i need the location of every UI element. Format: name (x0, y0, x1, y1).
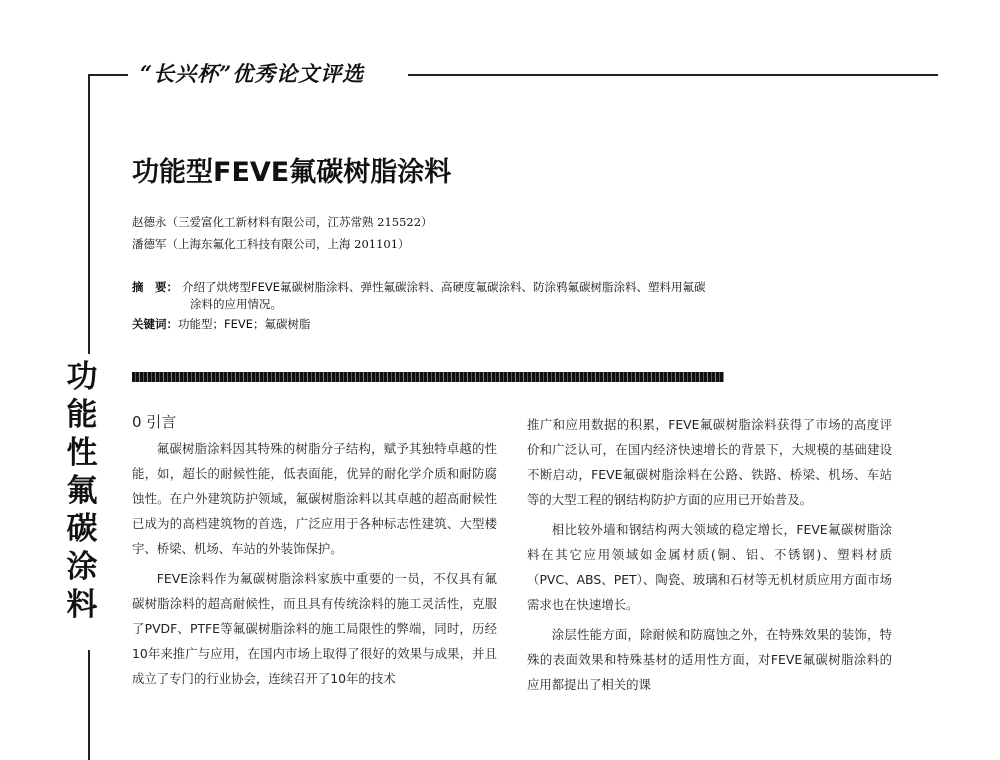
abstract-text: 介绍了烘烤型FEVE氟碳树脂涂料、弹性氟碳涂料、高硬度氟碳涂料、防涂鸦氟碳树脂涂料、塑料用氟碳 (182, 280, 706, 294)
body-paragraph: 氟碳树脂涂料因其特殊的树脂分子结构，赋予其独特卓越的性能，如，超长的耐候性能，低表面能，优异的耐化学介质和耐防腐蚀性。在户外建筑防护领域，氟碳树脂涂料以其卓越的超高耐候性已成为的高档建筑物的首选，广泛应用于各种标志性建筑、大型楼宇、桥梁、机场、车站的外装饰保护。 (132, 441, 497, 556)
body-column-left (132, 410, 497, 696)
abstract (132, 279, 832, 313)
side-vertical-title (64, 358, 100, 624)
side-title-char: 料 (66, 587, 98, 623)
keywords (132, 316, 832, 332)
keywords-label: 关键词： (132, 317, 178, 331)
body-paragraph: 相比较外墙和钢结构两大领域的稳定增长，FEVE氟碳树脂涂料在其它应用领域如金属材质(铜、铝、不锈钢)、塑料材质（PVC、ABS、PET）、陶瓷、玻璃和石材等无机材质应用方面市场需求也在快速增长。 (527, 522, 892, 612)
abstract-label: 摘 要： (132, 280, 178, 294)
author-line: 赵德永（三爱富化工新材料有限公司，江苏常熟 215522） (132, 215, 433, 229)
series-title: “长兴杯”优秀论文评选 (140, 61, 365, 86)
header-rule-right (408, 74, 938, 76)
abstract-text-continued: 涂料的应用情况。 (190, 297, 282, 311)
header-rule-left (88, 74, 128, 76)
body-column-right (527, 412, 892, 702)
side-title-char: 性 (66, 435, 98, 471)
side-title-char: 功 (66, 359, 98, 395)
keywords-text: 功能型；FEVE；氟碳树脂 (178, 317, 311, 331)
article-title: 功能型FEVE氟碳树脂涂料 (132, 157, 452, 188)
decorative-divider-bar (132, 372, 724, 382)
body-paragraph: 推广和应用数据的积累，FEVE氟碳树脂涂料获得了市场的高度评价和广泛认可，在国内经济快速增长的背景下，大规模的基础建设不断启动，FEVE氟碳树脂涂料在公路、铁路、桥梁、机场、车站等的大型工程的钢结构防护方面的应用已开始普及。 (527, 417, 892, 507)
body-paragraph: FEVE涂料作为氟碳树脂涂料家族中重要的一员，不仅具有氟碳树脂涂料的超高耐候性，而且具有传统涂料的施工灵活性，克服了PVDF、PTFE等氟碳树脂涂料的施工局限性的弊端，同时，历经10年来推广与应用，在国内市场上取得了很好的效果与成果，并且成立了专门的行业协会，连续召开了10年的技术 (132, 571, 497, 686)
side-title-char: 涂 (66, 549, 98, 585)
section-heading: 0 引言 (132, 413, 177, 431)
side-title-char: 能 (66, 397, 98, 433)
author-line: 潘德军（上海东氟化工科技有限公司，上海 201101） (132, 237, 410, 251)
frame-line-lower (88, 650, 90, 760)
frame-line-upper (88, 74, 90, 354)
side-title-char: 碳 (66, 511, 98, 547)
body-paragraph: 涂层性能方面，除耐候和防腐蚀之外，在特殊效果的装饰，特殊的表面效果和特殊基材的适用性方面，对FEVE氟碳树脂涂料的应用都提出了相关的课 (527, 627, 892, 692)
side-title-char: 氟 (66, 473, 98, 509)
